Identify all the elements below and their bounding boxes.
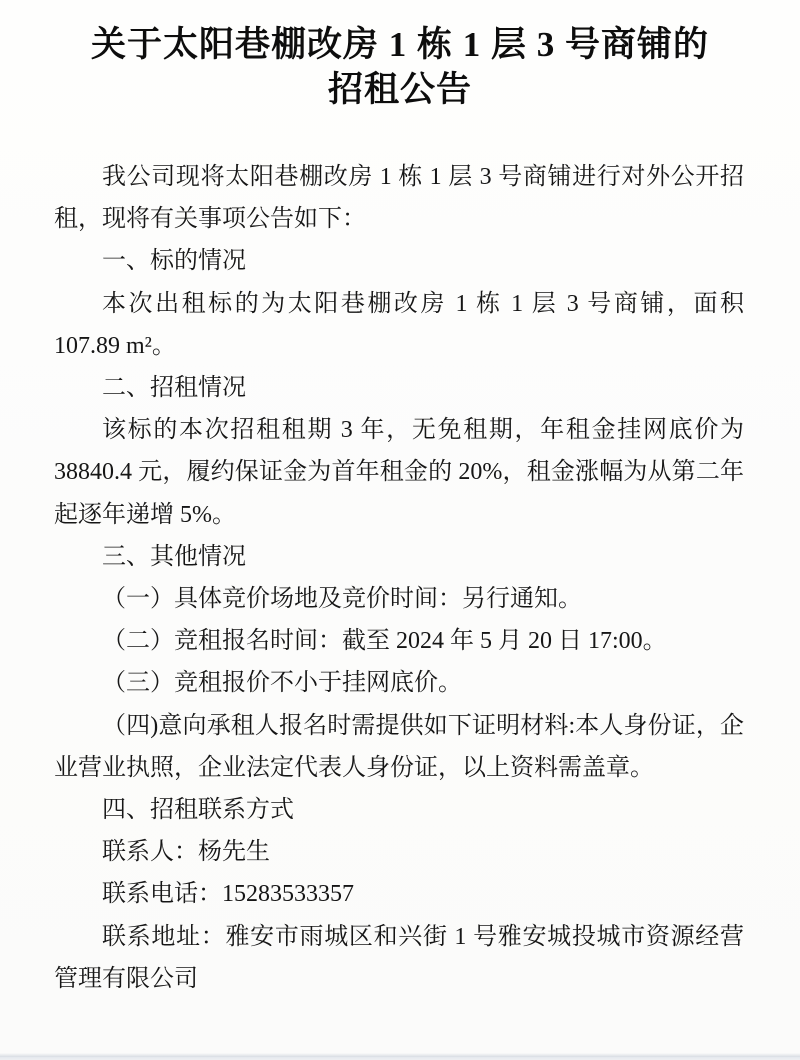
- contact-address: 联系地址：雅安市雨城区和兴街 1 号雅安城投城市资源经营管理有限公司: [54, 923, 744, 992]
- section-3-item-2: （二）竞租报名时间：截至 2024 年 5 月 20 日 17:00。: [102, 628, 667, 655]
- document-title: [0, 0, 800, 112]
- contact-phone: 联系电话：15283533357: [102, 881, 354, 908]
- intro-paragraph: 我公司现将太阳巷棚改房 1 栋 1 层 3 号商铺进行对外公开招租，现将有关事项公告如下：: [54, 164, 744, 233]
- section-1-heading: 一、标的情况: [102, 248, 246, 275]
- section-2-paragraph: 该标的本次招租租期 3 年，无免租期，年租金挂网底价为 38840.4 元，履约保证金为首年租金的 20%，租金涨幅为从第二年起逐年递增 5%。: [54, 417, 744, 528]
- scanner-edge-shadow: [0, 1053, 800, 1060]
- contact-person: 联系人：杨先生: [102, 839, 270, 866]
- document-title-line-1: 关于太阳巷棚改房 1 栋 1 层 3 号商铺的: [90, 25, 709, 64]
- document-title-line-2: 招租公告: [327, 70, 472, 109]
- section-3-heading: 三、其他情况: [102, 543, 246, 570]
- section-2-heading: 二、招租情况: [102, 375, 246, 402]
- section-3-item-3: （三）竞租报价不小于挂网底价。: [102, 670, 462, 697]
- section-3-item-4: （四)意向承租人报名时需提供如下证明材料:本人身份证，企业营业执照，企业法定代表人身份证，以上资料需盖章。: [54, 712, 744, 781]
- section-1-paragraph: 本次出租标的为太阳巷棚改房 1 栋 1 层 3 号商铺，面积 107.89 m²。: [54, 290, 744, 359]
- document-body: [54, 156, 744, 1000]
- section-4-heading: 四、招租联系方式: [102, 797, 294, 824]
- section-3-item-1: （一）具体竞价场地及竞价时间：另行通知。: [102, 586, 582, 613]
